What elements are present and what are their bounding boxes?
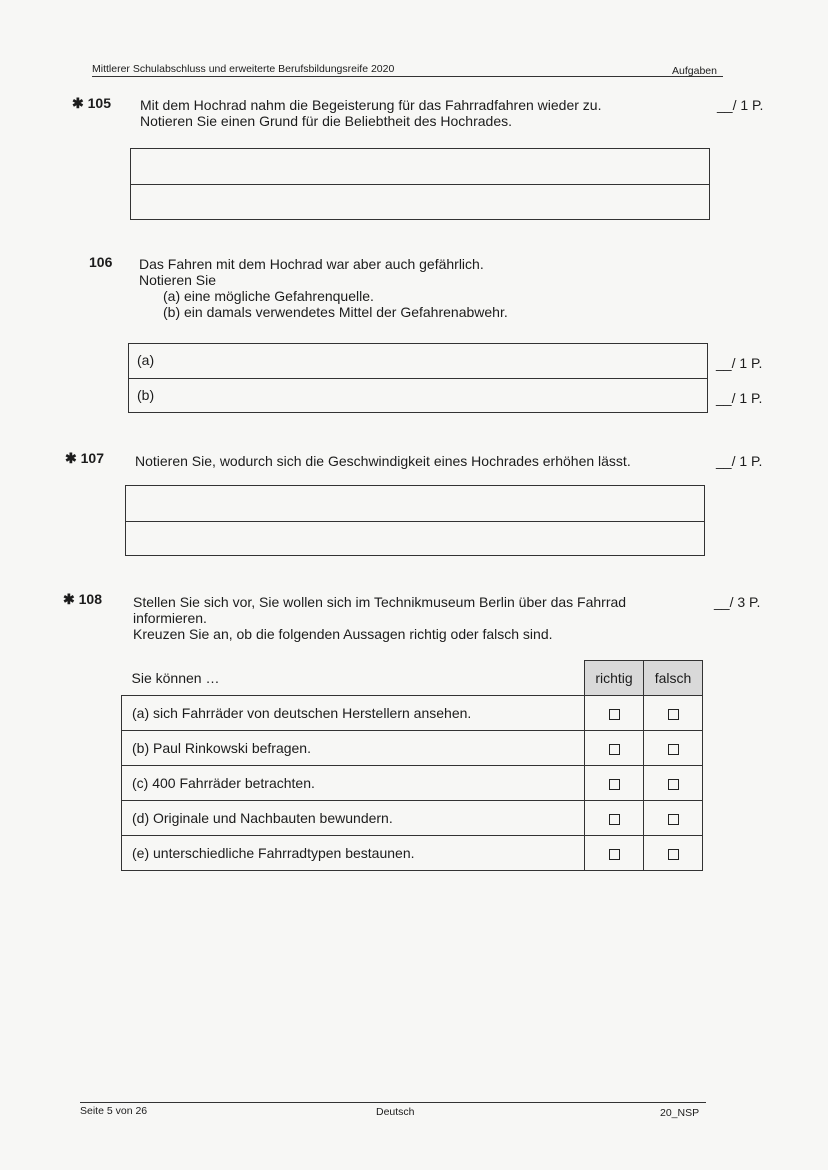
question-106b-points: __/ 1 P. [716,390,763,406]
footer-divider [80,1102,706,1103]
answer-line-106-a[interactable]: (a) [137,352,155,368]
statement-a: (a) sich Fahrräder von deutschen Herstellern ansehen. [122,696,585,731]
column-header-falsch: falsch [644,661,703,696]
question-105-points: __/ 1 P. [717,97,764,113]
footer-subject: Deutsch [376,1106,415,1118]
answer-line-105-1[interactable] [131,149,709,184]
checkbox-c-richtig[interactable] [609,779,620,790]
question-106-text: Das Fahren mit dem Hochrad war aber auch gefährlich. Notieren Sie (a) eine mögliche Gefahrenquelle. (b) ein damals verwendetes Mittel der Gefahrenabwehr. [139,256,508,320]
column-header-richtig: richtig [585,661,644,696]
question-105-number: ✱ 105 [72,95,111,111]
statement-b: (b) Paul Rinkowski befragen. [122,731,585,766]
answer-box-106[interactable] [128,343,708,413]
answer-line-107-1[interactable] [126,486,704,521]
checkbox-e-falsch[interactable] [668,849,679,860]
table-row [122,801,703,836]
question-107-number: ✱ 107 [65,450,104,466]
checkbox-e-richtig[interactable] [609,849,620,860]
star-icon: ✱ [63,591,75,607]
question-108-text: Stellen Sie sich vor, Sie wollen sich im Technikmuseum Berlin über das Fahrrad informieren. Kreuzen Sie an, ob die folgenden Aussagen richtig oder falsch sind. [133,594,627,642]
question-107-text: Notieren Sie, wodurch sich die Geschwindigkeit eines Hochrades erhöhen lässt. [135,453,631,469]
footer-page-number: Seite 5 von 26 [80,1105,148,1117]
statement-e: (e) unterschiedliche Fahrradtypen bestaunen. [122,836,585,871]
question-108-points: __/ 3 P. [714,594,761,610]
checkbox-a-richtig[interactable] [609,709,620,720]
star-icon: ✱ [65,450,77,466]
header-section: Aufgaben [672,65,717,77]
answer-line-105-2[interactable] [131,184,709,219]
answer-box-105[interactable] [130,148,710,220]
answer-box-107[interactable] [125,485,705,556]
question-107-points: __/ 1 P. [716,453,763,469]
checkbox-d-richtig[interactable] [609,814,620,825]
table-header-row [122,661,703,696]
answer-line-107-2[interactable] [126,521,704,556]
table-row [122,731,703,766]
star-icon: ✱ [72,95,84,111]
question-108-number: ✱ 108 [63,591,102,607]
question-105-text: Mit dem Hochrad nahm die Begeisterung für das Fahrradfahren wieder zu. Notieren Sie einen Grund für die Beliebtheit des Hochrades. [140,97,602,129]
footer-code: 20_NSP [660,1107,700,1119]
question-106a-points: __/ 1 P. [716,355,763,371]
statement-c: (c) 400 Fahrräder betrachten. [122,766,585,801]
header-divider [92,76,723,77]
checkbox-b-richtig[interactable] [609,744,620,755]
statement-table [121,660,703,871]
table-row [122,696,703,731]
header-title: Mittlerer Schulabschluss und erweiterte Berufsbildungsreife 2020 [92,63,395,75]
checkbox-b-falsch[interactable] [668,744,679,755]
table-lead-text: Sie können … [122,661,585,696]
checkbox-d-falsch[interactable] [668,814,679,825]
checkbox-a-falsch[interactable] [668,709,679,720]
table-row [122,836,703,871]
statement-d: (d) Originale und Nachbauten bewundern. [122,801,585,836]
checkbox-c-falsch[interactable] [668,779,679,790]
table-row [122,766,703,801]
question-106-number: 106 [89,254,113,270]
answer-line-106-b[interactable]: (b) [129,378,707,412]
